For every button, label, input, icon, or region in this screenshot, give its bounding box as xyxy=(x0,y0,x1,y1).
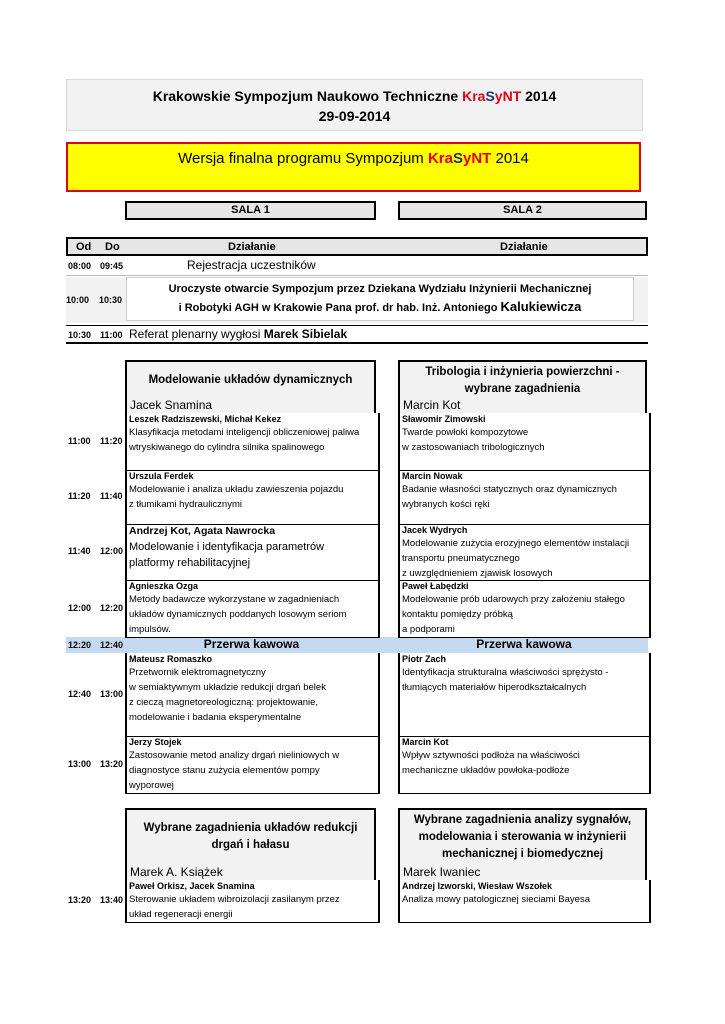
slot-end-time: 13:20 xyxy=(100,758,124,769)
slot-end-time: 12:00 xyxy=(100,546,124,556)
session-chair: Marek A. Książek xyxy=(130,865,223,879)
talk-title-line: Identyfikacja strukturalna właściwości sprężysto - xyxy=(402,667,609,678)
slot-end-time: 13:00 xyxy=(100,688,124,699)
symposium-title-box xyxy=(66,79,643,131)
slot-end-time: 13:40 xyxy=(100,895,124,905)
talk-title-line: a podporami xyxy=(402,624,455,635)
talk-authors: Jerzy Stojek xyxy=(129,737,182,747)
talk-title-line: układ regeneracji energii xyxy=(129,909,233,920)
talk-authors: Piotr Zach xyxy=(402,654,447,664)
talk-title-line: w semiaktywnym układzie redukcji drgań belek xyxy=(129,682,326,693)
session-header-sala2-b3: Wybrane zagadnienia analizy sygnałów, modelowania i sterowania w inżynierii mechanicznej i biomedycznej Marek Iwaniec xyxy=(398,808,647,880)
talk-authors: Paweł Orkisz, Jacek Snamina xyxy=(129,881,255,891)
opening-text: Uroczyste otwarcie Sympozjum przez Dziekana Wydziału Inżynierii Mechanicznej i Robotyki AGH w Krakowie Pana prof. dr hab. Inż. Antoniego Kalukiewicza xyxy=(126,277,634,321)
talk-authors: Marcin Kot xyxy=(402,737,449,747)
talk-title-line: Zastosowanie metod analizy drgań nieliniowych w xyxy=(129,750,340,761)
col-do: Do xyxy=(105,241,120,253)
room-1-label: SALA 1 xyxy=(125,201,376,220)
talk-authors: Urszula Ferdek xyxy=(129,471,194,481)
talk-title-line: kontaktu pomiędzy próbką xyxy=(402,609,513,620)
slot-start-time: 12:00 xyxy=(68,602,92,613)
talk-cell-sala1 xyxy=(125,470,380,525)
talk-authors: Sławomir Zimowski xyxy=(402,414,486,424)
talk-title-line: diagnostyce stanu zużycia elementów pompy xyxy=(129,765,320,776)
schedule-header xyxy=(66,237,648,256)
talk-authors: Mateusz Romaszko xyxy=(129,654,213,664)
session-header-sala1: Modelowanie układów dynamicznych Jacek Snamina xyxy=(125,360,376,413)
session-header-sala1-b3: Wybrane zagadnienia układów redukcji drgań i hałasu Marek A. Książek xyxy=(125,808,376,880)
session-header-sala2: Tribologia i inżynieria powierzchni - wybrane zagadnienia Marcin Kot xyxy=(398,360,647,413)
coffee-break-row: 12:20 12:40 Przerwa kawowa Przerwa kawowa xyxy=(66,637,648,653)
talk-title-line: impulsów. xyxy=(129,624,171,635)
talk-cell-sala1 xyxy=(125,736,380,794)
talk-cell-sala2 xyxy=(398,653,651,737)
talk-title-line: Analiza mowy patologicznej sieciami Bayesa xyxy=(402,894,590,905)
slot-start-time: 11:20 xyxy=(68,491,91,501)
talk-title-line: Sterowanie układem wibroizolacji zasilanym przez xyxy=(129,894,340,905)
talk-cell-sala2 xyxy=(398,580,651,638)
symposium-title: Krakowskie Sympozjum Naukowo Techniczne KraSyNT 2014 xyxy=(152,88,557,104)
talk-authors: Agnieszka Ozga xyxy=(129,581,199,591)
talk-title-line: Modelowanie i analiza układu zawieszenia pojazdu xyxy=(129,484,344,495)
col-dzialanie-1: Działanie xyxy=(228,241,276,253)
talk-cell-sala2 xyxy=(398,470,651,525)
talk-title-line: z tłumikami hydraulicznymi xyxy=(129,499,242,510)
registration-row: 08:00 09:45 Rejestracja uczestników xyxy=(66,256,648,276)
talk-cell-sala1 xyxy=(125,880,380,923)
talk-cell-sala1 xyxy=(125,580,380,638)
talk-authors: Paweł Łabędzki xyxy=(402,581,469,591)
talk-title-line: wtryskiwanego do cylindra silnika spalinowego xyxy=(129,442,325,453)
symposium-date: 29-09-2014 xyxy=(318,108,391,124)
talk-title-line: Modelowanie prób udarowych przy założeniu stałego xyxy=(402,594,625,605)
plenary-lecture-row: 10:30 11:00 Referat plenarny wygłosi Marek Sibielak xyxy=(66,325,648,344)
talk-title-line: modelowanie i badania eksperymentalne xyxy=(129,712,302,723)
opening-row: 10:00 10:30 Uroczyste otwarcie Sympozjum przez Dziekana Wydziału Inżynierii Mechanicznej i Robotyki AGH w Krakowie Pana prof. dr hab. Inż. Antoniego Kalukiewicza xyxy=(66,277,648,323)
slot-start-time: 13:20 xyxy=(68,895,92,905)
talk-authors: Marcin Nowak xyxy=(402,471,463,481)
talk-title-line: wyporowej xyxy=(129,780,174,791)
session-chair: Jacek Snamina xyxy=(130,398,213,412)
talk-cell-sala1 xyxy=(125,413,380,471)
talk-title-line: z cieczą magnetoreologiczną: projektowanie, xyxy=(129,697,319,708)
slot-start-time: 11:40 xyxy=(68,546,91,556)
talk-authors: Andrzej Kot, Agata Nawrocka xyxy=(129,525,276,537)
slot-start-time: 11:00 xyxy=(68,435,91,446)
talk-title-line: Modelowanie zużycia erozyjnego elementów instalacji xyxy=(402,538,630,549)
talk-cell-sala2 xyxy=(398,880,651,923)
talk-title-line: wybranych kości ręki xyxy=(402,499,490,510)
talk-title-line: układów dynamicznych poddanych losowym seriom xyxy=(129,609,347,620)
session-chair: Marek Iwaniec xyxy=(403,865,481,879)
talk-authors: Jacek Wydrych xyxy=(402,525,468,535)
final-version-banner: Wersja finalna programu Sympozjum KraSyNT 2014 xyxy=(66,142,641,192)
talk-title-line: Wpływ sztywności podłoża na właściwości xyxy=(402,750,580,761)
talk-cell-sala2 xyxy=(398,736,651,794)
slot-end-time: 11:20 xyxy=(100,435,123,446)
talk-title-line: mechaniczne układów powłoka-podłoże xyxy=(402,765,570,776)
talk-title-line: transportu pneumatycznego xyxy=(402,553,520,564)
talk-title-line: w zastosowaniach tribologicznych xyxy=(402,442,545,453)
talk-cell-sala2 xyxy=(398,524,651,581)
talk-authors: Leszek Radziszewski, Michał Kekez xyxy=(129,414,282,424)
slot-start-time: 12:40 xyxy=(68,688,92,699)
talk-title-line: platformy rehabilitacyjnej xyxy=(129,557,251,569)
talk-title-line: tłumiących materiałów hiperodkształcalnych xyxy=(402,682,587,693)
talk-title-line: Metody badawcze wykorzystane w zagadnieniach xyxy=(129,594,340,605)
talk-title-line: Badanie własności statycznych oraz dynamicznych xyxy=(402,484,617,495)
slot-end-time: 11:40 xyxy=(100,491,123,501)
talk-title-line: z uwzględnieniem zjawisk losowych xyxy=(402,568,553,579)
talk-authors: Andrzej Izworski, Wiesław Wszołek xyxy=(402,881,552,891)
talk-cell-sala1 xyxy=(125,524,380,581)
talk-cell-sala2 xyxy=(398,413,651,471)
col-dzialanie-2: Działanie xyxy=(500,241,548,253)
slot-start-time: 13:00 xyxy=(68,758,92,769)
talk-title-line: Twarde powłoki kompozytowe xyxy=(402,427,529,438)
talk-cell-sala1 xyxy=(125,653,380,737)
talk-title-line: Klasyfikacja metodami inteligencji obliczeniowej paliwa xyxy=(129,427,360,438)
col-od: Od xyxy=(76,241,92,253)
session-chair: Marcin Kot xyxy=(403,398,461,412)
talk-title-line: Modelowanie i identyfikacja parametrów xyxy=(129,541,325,553)
talk-title-line: Przetwornik elektromagnetyczny xyxy=(129,667,266,678)
slot-end-time: 12:20 xyxy=(100,602,124,613)
room-2-label: SALA 2 xyxy=(398,201,647,220)
